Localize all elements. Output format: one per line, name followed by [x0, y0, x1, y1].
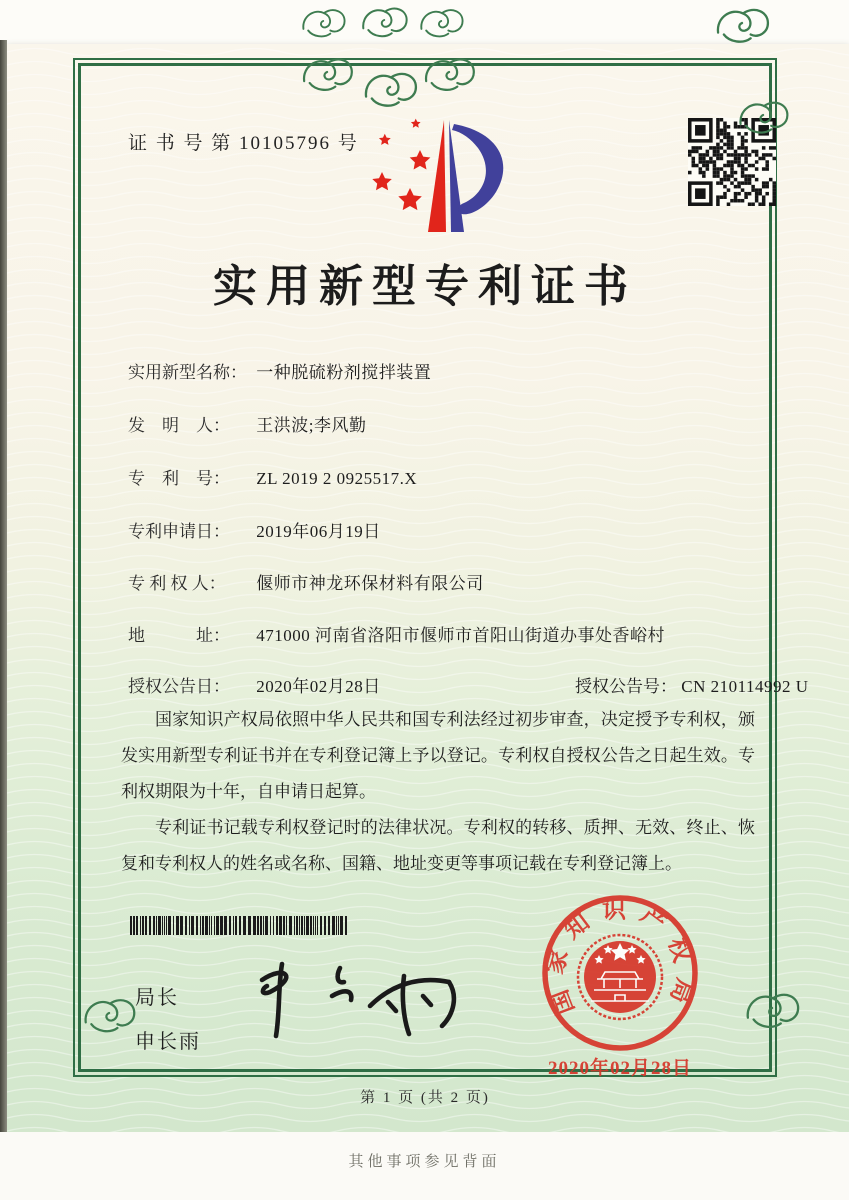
- flourish-ornament: [737, 90, 791, 140]
- scan-edge-shadow: [0, 40, 7, 1132]
- body-paragraph-1: 国家知识产权局依照中华人民共和国专利法经过初步审查，决定授予专利权，颁发实用新型专利证书并在专利登记簿上予以登记。专利权自授权公告之日起生效。专利权期限为十年，自申请日起算。: [121, 710, 755, 801]
- field-label: 专 利 权 人：: [128, 574, 226, 593]
- field-label: 实用新型名称：: [128, 363, 247, 382]
- certificate-title: 实用新型专利证书: [213, 262, 637, 311]
- field-label: 授权公告号：: [575, 677, 677, 696]
- flourish-ornament: [356, 0, 414, 40]
- signer-block: [135, 976, 201, 1064]
- flourish-ornament: [300, 50, 356, 94]
- field-row: [128, 621, 665, 646]
- field-value: CN 210114992 U: [681, 677, 809, 696]
- scan-bottom-strip: [0, 1132, 849, 1200]
- field-label: 专利申请日：: [128, 522, 230, 541]
- certificate-paper: [7, 44, 849, 1132]
- field-label: 专 利 号：: [128, 469, 230, 488]
- seal-date: 2020年02月28日: [547, 1058, 693, 1079]
- field-value: 偃师市神龙环保材料有限公司: [256, 574, 484, 593]
- field-row: [128, 569, 484, 594]
- field-label: 地 址：: [128, 626, 230, 645]
- grant-row: [128, 672, 809, 697]
- back-note: 其他事项参见背面: [348, 1154, 501, 1170]
- grant-number: [575, 672, 809, 697]
- flourish-ornament: [298, 2, 350, 40]
- field-value: ZL 2019 2 0925517.X: [256, 469, 418, 488]
- field-row: [128, 464, 417, 489]
- signature-handwriting: [252, 946, 467, 1046]
- field-label: 授权公告日：: [128, 677, 230, 696]
- flourish-ornament: [688, 0, 798, 46]
- field-value: 2020年02月28日: [256, 677, 381, 696]
- flourish-ornament: [416, 2, 468, 40]
- field-row: [128, 358, 431, 383]
- field-value: 一种脱硫粉剂搅拌装置: [256, 363, 432, 382]
- body-paragraph-2: 专利证书记载专利权登记时的法律状况。专利权的转移、质押、无效、终止、恢复和专利权人的姓名或名称、国籍、地址变更等事项记载在专利登记簿上。: [121, 818, 755, 873]
- field-row: [128, 411, 366, 436]
- page-number: 第 1 页 (共 2 页): [360, 1090, 490, 1106]
- flourish-ornament: [362, 64, 420, 110]
- official-seal: [525, 891, 715, 1091]
- field-row: [128, 517, 381, 542]
- field-value: 2019年06月19日: [256, 522, 381, 541]
- flourish-ornament: [422, 50, 478, 94]
- field-value: 王洪波;李风勤: [256, 416, 367, 435]
- seal-text: 国家知识产权局: [541, 897, 699, 1018]
- national-emblem-icon: [578, 935, 662, 1019]
- flourish-ornament: [82, 985, 138, 1041]
- signer-name: 申长雨: [135, 1031, 201, 1053]
- barcode: [130, 916, 348, 935]
- signer-role: 局长: [135, 987, 179, 1009]
- field-value: 471000 河南省洛阳市偃师市首阳山街道办事处香峪村: [256, 626, 665, 645]
- certificate-number: 证 书 号 第 10105796 号: [128, 133, 359, 154]
- field-label: 发 明 人：: [128, 416, 230, 435]
- cnipa-logo: [368, 110, 528, 240]
- legal-text: [121, 702, 755, 882]
- flourish-ornament: [744, 980, 802, 1036]
